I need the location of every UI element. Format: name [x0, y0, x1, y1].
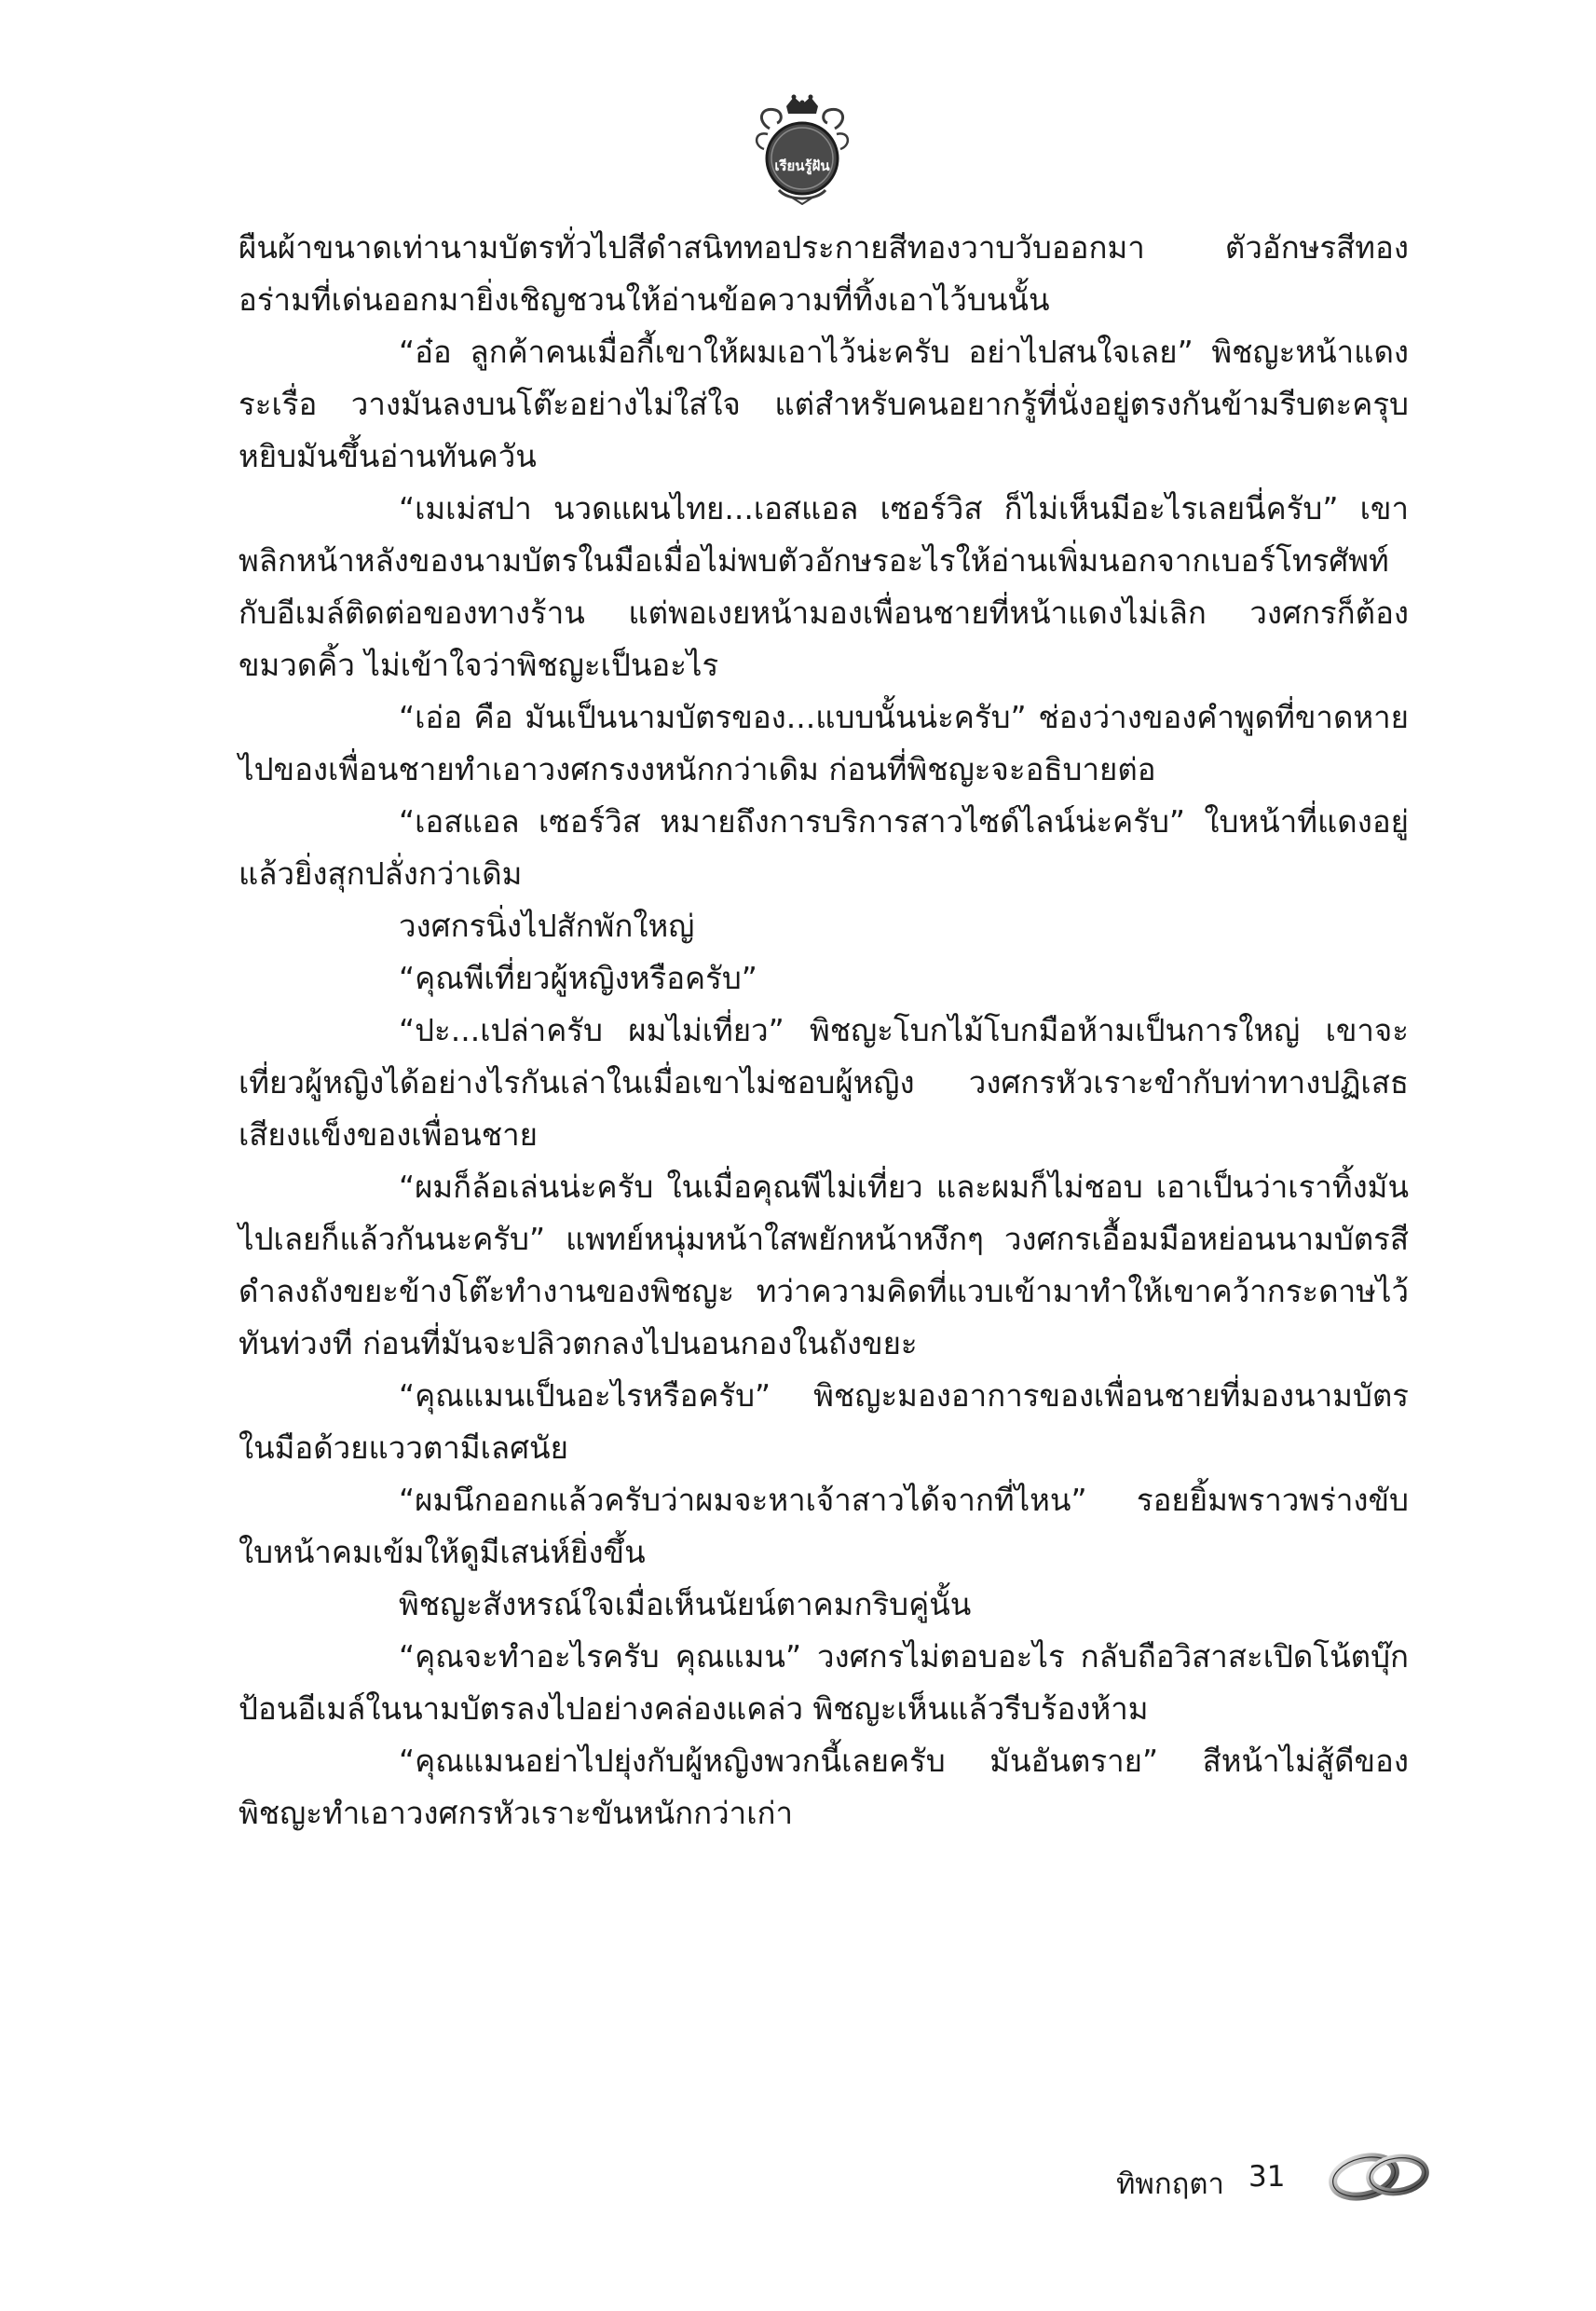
page-footer [1081, 2143, 1453, 2208]
crest-text: เรียนรู้ฝัน [774, 157, 830, 174]
paragraph: “อ๋อ ลูกค้าคนเมื่อกี้เขาให้ผมเอาไว้น่ะครับ อย่าไปสนใจเลย” พิชญะหน้าแดงระเรื่อ วางมันลงบนโต๊ะอย่างไม่ใส่ใจ แต่สำหรับคนอยากรู้ที่นั่งอยู่ตรงกันข้ามรีบตะครุบหยิบมันขึ้นอ่านทันควัน [239, 334, 1409, 474]
book-title: ทิพกฤตา [1116, 2167, 1224, 2201]
paragraph: “เมเม่สปา นวดแผนไทย...เอสแอล เซอร์วิส ก็ไม่เห็นมีอะไรเลยนี่ครับ” เขาพลิกหน้าหลังของนามบัตรในมือเมื่อไม่พบตัวอักษรอะไรให้อ่านเพิ่มนอกจากเบอร์โทรศัพท์ กับอีเมล์ติดต่อของทางร้าน แต่พอเงยหน้ามองเพื่อนชายที่หน้าแดงไม่เลิก วงศกรก็ต้องขมวดคิ้ว ไม่เข้าใจว่าพิชญะเป็นอะไร [239, 490, 1409, 683]
paragraph: พิชญะสังหรณ์ใจเมื่อเห็นนัยน์ตาคมกริบคู่นั้น [399, 1586, 972, 1622]
paragraph: “คุณแมนอย่าไปยุ่งกับผู้หญิงพวกนี้เลยครับ มันอันตราย” สีหน้าไม่สู้ดีของพิชญะทำเอาวงศกรหัวเราะขันหนักกว่าเก่า [239, 1743, 1409, 1831]
crest-logo-icon [751, 93, 853, 205]
paragraph: “ผมนึกออกแล้วครับว่าผมจะหาเจ้าสาวได้จากที่ไหน” รอยยิ้มพราวพร่างขับใบหน้าคมเข้มให้ดูมีเสน่ห์ยิ่งขึ้น [239, 1482, 1409, 1570]
paragraph: ผืนผ้าขนาดเท่านามบัตรทั่วไปสีดำสนิททอประกายสีทองวาบวับออกมา ตัวอักษรสีทองอร่ามที่เด่นออกมายิ่งเชิญชวนให้อ่านข้อความที่ทิ้งเอาไว้บนนั้น [239, 229, 1409, 318]
crest-svg [751, 93, 853, 205]
paragraph: “เอ่อ คือ มันเป็นนามบัตรของ...แบบนั้นน่ะครับ” ช่องว่างของคำพูดที่ขาดหายไปของเพื่อนชายทำเอาวงศกรงงหนักกว่าเดิม ก่อนที่พิชญะจะอธิบายต่อ [239, 699, 1409, 787]
paragraph: “คุณพีเที่ยวผู้หญิงหรือครับ” [399, 960, 757, 996]
page-number: 31 [1248, 2160, 1286, 2194]
paragraph: วงศกรนิ่งไปสักพักใหญ่ [399, 908, 695, 944]
paragraph: “คุณแมนเป็นอะไรหรือครับ” พิชญะมองอาการของเพื่อนชายที่มองนามบัตรในมือด้วยแววตามีเลศนัย [239, 1377, 1409, 1466]
paragraph: “ปะ...เปล่าครับ ผมไม่เที่ยว” พิชญะโบกไม้โบกมือห้ามเป็นการใหญ่ เขาจะเที่ยวผู้หญิงได้อย่างไรกันเล่าในเมื่อเขาไม่ชอบผู้หญิง วงศกรหัวเราะขำกับท่าทางปฏิเสธเสียงแข็งของเพื่อนชาย [239, 1012, 1409, 1153]
paragraph: “เอสแอล เซอร์วิส หมายถึงการบริการสาวไซด์ไลน์น่ะครับ” ใบหน้าที่แดงอยู่แล้วยิ่งสุกปลั่งกว่าเดิม [239, 803, 1409, 892]
body-text [239, 222, 1409, 1839]
rings-svg [1325, 2145, 1435, 2203]
paragraph: “คุณจะทำอะไรครับ คุณแมน” วงศกรไม่ตอบอะไร กลับถือวิสาสะเปิดโน้ตบุ๊กป้อนอีเมล์ในนามบัตรลงไปอย่างคล่องแคล่ว พิชญะเห็นแล้วรีบร้องห้าม [239, 1638, 1409, 1727]
paragraph: “ผมก็ล้อเล่นน่ะครับ ในเมื่อคุณพีไม่เที่ยว และผมก็ไม่ชอบ เอาเป็นว่าเราทิ้งมันไปเลยก็แล้วกันนะครับ” แพทย์หนุ่มหน้าใสพยักหน้าหงึกๆ วงศกรเอื้อมมือหย่อนนามบัตรสีดำลงถังขยะข้างโต๊ะทำงานของพิชญะ ทว่าความคิดที่แวบเข้ามาทำให้เขาคว้ากระดาษไว้ทันท่วงที ก่อนที่มันจะปลิวตกลงไปนอนกองในถังขยะ [239, 1169, 1409, 1361]
wedding-rings-icon [1325, 2145, 1435, 2203]
